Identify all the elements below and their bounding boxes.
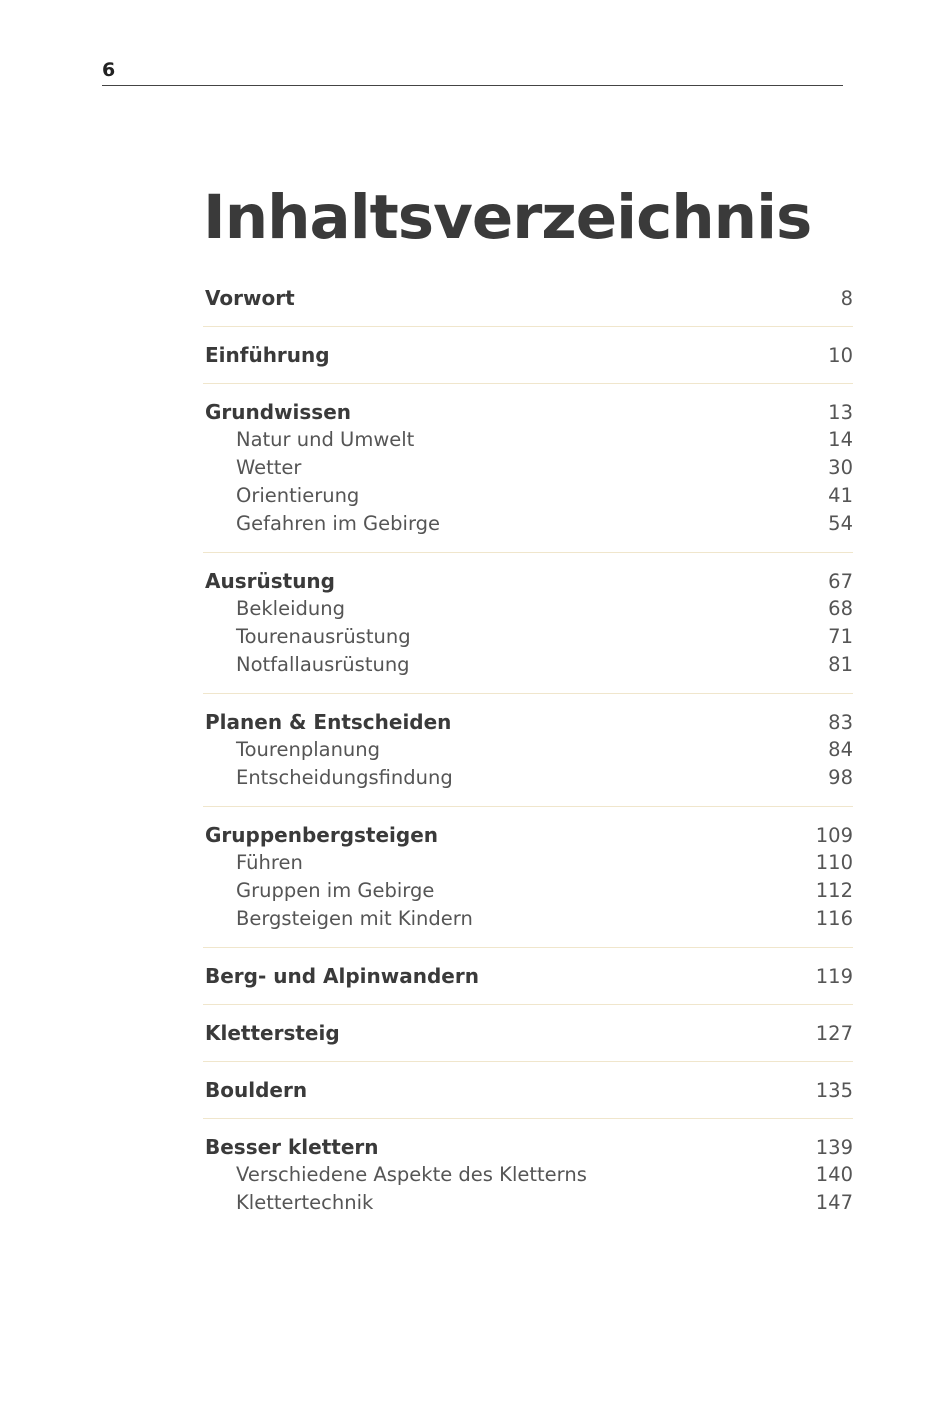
toc-chapter-title: Besser klettern (205, 1135, 379, 1159)
toc-chapter-page: 127 (815, 1022, 853, 1045)
toc-chapter-page: 83 (828, 711, 853, 734)
toc-subentry-page: 71 (828, 625, 853, 648)
toc-chapter-title: Vorwort (205, 286, 295, 310)
toc-chapter-entry[interactable] (203, 567, 853, 595)
toc-subentry[interactable] (203, 595, 853, 623)
toc-subentry-page: 68 (828, 597, 853, 620)
toc-subentry[interactable] (203, 849, 853, 877)
toc-subentry[interactable] (203, 651, 853, 679)
toc-chapter-page: 67 (828, 570, 853, 593)
toc-section (203, 962, 853, 1005)
toc-chapter-title: Ausrüstung (205, 569, 335, 593)
toc-subentry-title: Orientierung (236, 484, 360, 507)
toc-subentry-title: Entscheidungsfindung (236, 766, 453, 789)
toc-subentry-title: Natur und Umwelt (236, 428, 415, 451)
toc-chapter-title: Planen & Entscheiden (205, 710, 452, 734)
toc-subentry-title: Verschiedene Aspekte des Kletterns (236, 1163, 587, 1186)
toc-subentry-title: Tourenplanung (236, 738, 381, 761)
toc-section (203, 567, 853, 694)
toc-chapter-page: 139 (815, 1136, 853, 1159)
toc-chapter-page: 10 (828, 344, 853, 367)
toc-chapter-page: 8 (840, 287, 853, 310)
toc-chapter-entry[interactable] (203, 821, 853, 849)
toc-subentry[interactable] (203, 877, 853, 905)
toc-subentry[interactable] (203, 905, 853, 933)
toc-subentry[interactable] (203, 510, 853, 538)
toc-chapter-entry[interactable] (203, 1019, 853, 1047)
toc-chapter-page: 13 (828, 401, 853, 424)
toc-subentry-page: 54 (828, 512, 853, 535)
toc-subentry[interactable] (203, 454, 853, 482)
toc-subentry[interactable] (203, 764, 853, 792)
toc-subentry-page: 81 (828, 653, 853, 676)
toc-subentry-page: 84 (828, 738, 853, 761)
toc-subentry-title: Gruppen im Gebirge (236, 879, 435, 902)
toc-chapter-page: 119 (815, 965, 853, 988)
toc-subentry-title: Führen (236, 851, 303, 874)
toc-subentry[interactable] (203, 1161, 853, 1189)
toc-subentry-title: Tourenausrüstung (236, 625, 411, 648)
table-of-contents (203, 284, 853, 1245)
toc-chapter-page: 135 (815, 1079, 853, 1102)
toc-section (203, 708, 853, 807)
toc-subentry[interactable] (203, 1189, 853, 1217)
toc-subentry-title: Bekleidung (236, 597, 345, 620)
toc-chapter-entry[interactable] (203, 341, 853, 369)
toc-subentry[interactable] (203, 482, 853, 510)
toc-subentry-page: 98 (828, 766, 853, 789)
toc-subentry-title: Notfallausrüstung (236, 653, 410, 676)
header-rule (102, 85, 843, 86)
toc-section (203, 341, 853, 384)
toc-subentry-page: 147 (815, 1191, 853, 1214)
toc-chapter-title: Einführung (205, 343, 330, 367)
toc-subentry-title: Gefahren im Gebirge (236, 512, 440, 535)
toc-subentry-title: Klettertechnik (236, 1191, 374, 1214)
toc-subentry-title: Wetter (236, 456, 302, 479)
toc-section (203, 398, 853, 553)
page-number: 6 (102, 59, 116, 81)
toc-subentry-page: 14 (828, 428, 853, 451)
toc-subentry-page: 41 (828, 484, 853, 507)
toc-subentry-page: 112 (815, 879, 853, 902)
toc-chapter-entry[interactable] (203, 708, 853, 736)
toc-chapter-page: 109 (815, 824, 853, 847)
toc-subentry-title: Bergsteigen mit Kindern (236, 907, 473, 930)
toc-chapter-title: Gruppenbergsteigen (205, 823, 439, 847)
toc-chapter-title: Bouldern (205, 1078, 308, 1102)
toc-chapter-title: Klettersteig (205, 1021, 340, 1045)
toc-subentry[interactable] (203, 623, 853, 651)
toc-subentry[interactable] (203, 736, 853, 764)
toc-section (203, 284, 853, 327)
toc-subentry[interactable] (203, 426, 853, 454)
toc-chapter-title: Berg- und Alpinwandern (205, 964, 479, 988)
toc-chapter-entry[interactable] (203, 1133, 853, 1161)
toc-chapter-entry[interactable] (203, 962, 853, 990)
toc-section (203, 1133, 853, 1231)
page-title: Inhaltsverzeichnis (203, 182, 812, 253)
toc-chapter-entry[interactable] (203, 398, 853, 426)
toc-section (203, 1076, 853, 1119)
toc-chapter-entry[interactable] (203, 284, 853, 312)
toc-subentry-page: 116 (815, 907, 853, 930)
toc-subentry-page: 140 (815, 1163, 853, 1186)
toc-chapter-title: Grundwissen (205, 400, 352, 424)
toc-section (203, 1019, 853, 1062)
toc-section (203, 821, 853, 948)
toc-subentry-page: 110 (815, 851, 853, 874)
toc-subentry-page: 30 (828, 456, 853, 479)
toc-chapter-entry[interactable] (203, 1076, 853, 1104)
